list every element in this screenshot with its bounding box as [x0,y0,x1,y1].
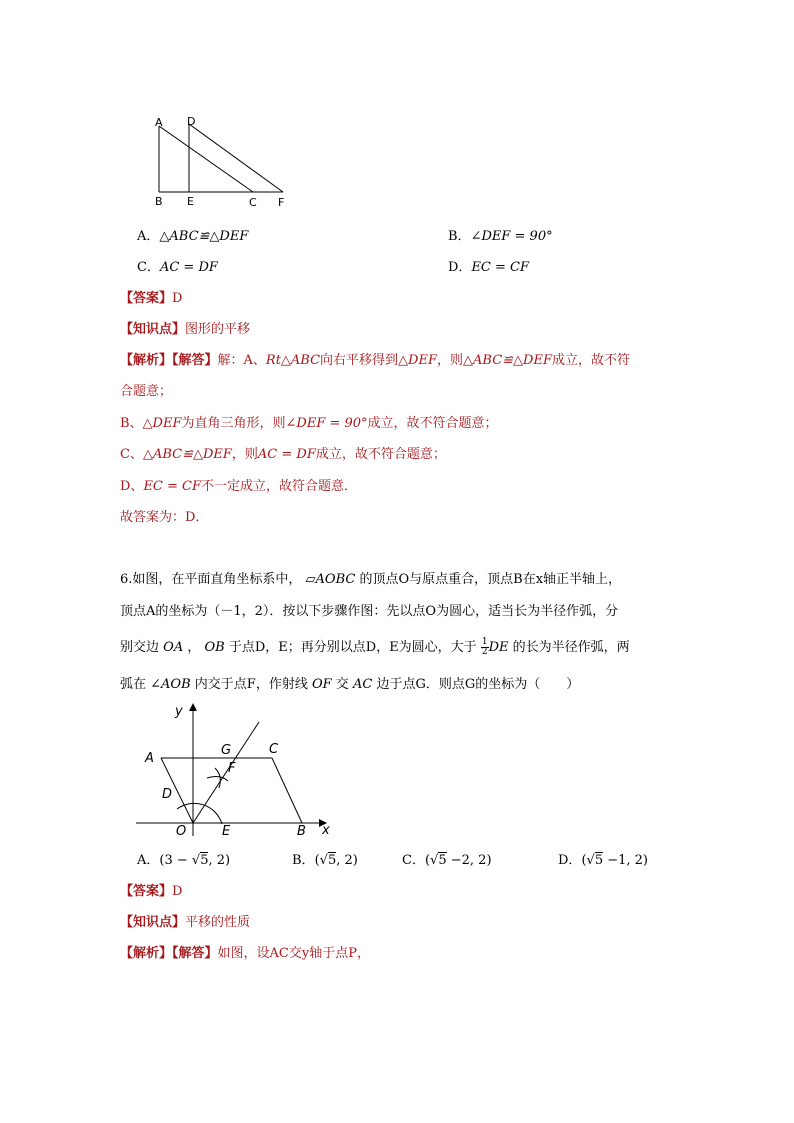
q6-answer: 【答案】D [120,884,183,899]
label-D: D [187,115,196,128]
label-C: C [249,196,257,209]
label-E: E [187,195,194,208]
axis-label-y: y [175,704,183,719]
point-D: D [162,787,173,802]
axis-label-x: x [322,823,330,838]
q5-option-b: B．∠DEF = 90° [448,229,553,244]
q6-stem-line1: 6.如图，在平面直角坐标系中， ▱AOBC 的顶点O与原点重合，顶点B在x轴正半轴上， [120,572,622,587]
q6-option-a: A．(3 − √5, 2) [137,853,231,868]
sqrt-icon: √ [586,853,595,868]
q5-analysis-line6: 故答案为：D． [120,510,209,525]
point-G: G [221,743,232,758]
q5-analysis-line2: 合题意； [120,384,173,399]
q6-stem-line3: 别交边 OA ， OB 于点D，E；再分别以点D，E为圆心，大于 $\frac{1}{2}$ DE 的长为半径作弧，两 [120,637,630,657]
q5-option-c: C．AC = DF [137,260,218,275]
q6-option-c: C．(√5 −2, 2) [402,853,492,868]
point-C: C [269,742,279,757]
q6-analysis: 【解析】【解答】如图，设AC交y轴于点P， [120,946,370,961]
q5-analysis-line1: 【解析】【解答】解：A、Rt△ABC向右平移得到△DEF，则△ABC≌△DEF成立，故不符 [120,353,630,368]
q5-analysis-line5: D、EC = CF不一定成立，故符合题意． [120,479,358,494]
sqrt-icon: √ [191,853,201,868]
q5-knowledge: 【知识点】图形的平移 [120,322,251,337]
point-F: F [228,761,236,776]
fraction-half: $\frac{1}{2}$ [481,637,488,657]
triangles-figure [145,112,295,212]
q5-answer: 【答案】D [120,291,183,306]
label-A: A [155,116,163,129]
sqrt-icon: √ [430,853,439,868]
q6-option-b: B．(√5, 2) [292,853,358,868]
q5-analysis-line3: B、△DEF为直角三角形，则∠DEF = 90°成立，故不符合题意； [120,416,498,431]
q5-option-a: A．△ABC≌△DEF [137,229,249,244]
q5-option-d: D．EC = CF [448,260,529,275]
coordinate-figure [130,698,340,840]
label-F: F [278,196,285,209]
point-E: E [222,824,231,839]
point-B: B [297,824,306,839]
point-A: A [145,751,154,766]
label-B: B [155,195,163,208]
sqrt-icon: √ [319,853,328,868]
q6-stem-line4: 弧在 ∠AOB 内交于点F，作射线 OF 交 AC 边于点G．则点G的坐标为（ ） [120,677,580,692]
q6-knowledge: 【知识点】平移的性质 [120,915,251,930]
q6-stem-line2: 顶点A的坐标为（－1，2）．按以下步骤作图：先以点O为圆心，适当长为半径作弧，分 [120,604,619,619]
q5-analysis-line4: C、△ABC≌△DEF，则AC = DF成立，故不符合题意； [120,447,446,462]
q6-option-d: D．(√5 −1, 2) [558,853,648,868]
point-O: O [176,824,187,839]
